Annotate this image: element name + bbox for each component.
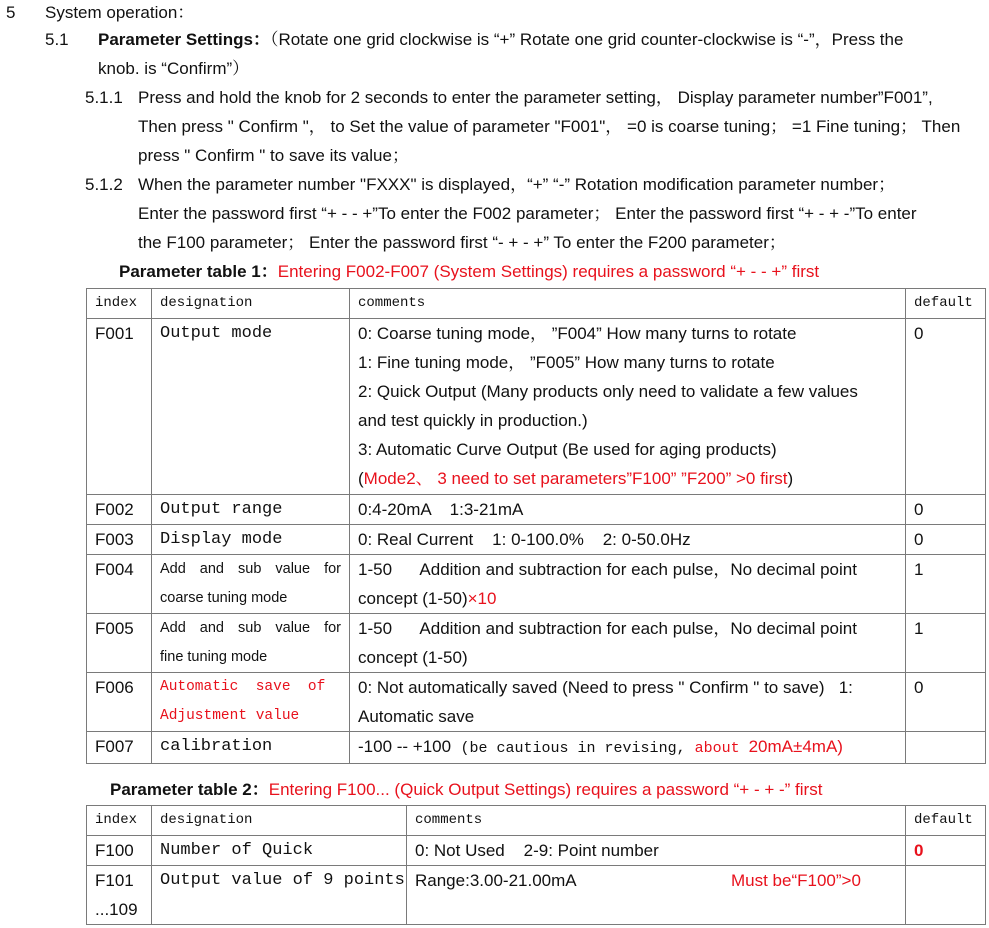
table-row — [87, 319, 986, 495]
header-comments: comments — [407, 806, 906, 836]
item-512-line: Enter the password first “+ - - +”To enter the F002 parameter； Enter the password first “+ - + -”To enter — [138, 204, 917, 223]
table-row — [87, 866, 986, 925]
parameter-table-2 — [86, 805, 986, 925]
table-row — [87, 555, 986, 614]
header-comments: comments — [350, 289, 906, 319]
cell-designation: Output value of 9 points — [152, 866, 407, 925]
index-line: ...109 — [95, 900, 138, 919]
table-row — [87, 732, 986, 764]
comment-line: Automatic save — [358, 707, 475, 726]
cell-index: F003 — [87, 525, 152, 555]
cell-index: F006 — [87, 673, 152, 732]
comment-line: 0: Coarse tuning mode， ”F004” How many turns to rotate — [358, 324, 797, 343]
cell-comments — [350, 673, 906, 732]
comment-range: -100 -- +100 — [358, 737, 461, 756]
header-default: default — [906, 289, 986, 319]
header-index: index — [87, 806, 152, 836]
note-close: ) — [787, 469, 794, 488]
comment-line: 0: Not automatically saved (Need to press " Confirm " to save) 1: — [358, 678, 853, 697]
cell-comments — [350, 555, 906, 614]
cell-default: 1 — [906, 614, 986, 673]
designation-line: Add and sub value for — [160, 620, 341, 636]
cell-designation: Output mode — [152, 319, 350, 495]
cell-index: F100 — [87, 836, 152, 866]
header-index: index — [87, 289, 152, 319]
comment-note — [358, 464, 897, 493]
cell-index: F005 — [87, 614, 152, 673]
table2-caption-label: Parameter table 2： — [110, 780, 269, 799]
cell-designation: calibration — [152, 732, 350, 764]
cell-designation: Display mode — [152, 525, 350, 555]
cell-comments: 0:4-20mA 1:3-21mA — [350, 495, 906, 525]
comment-caution: (be cautious in revising, — [460, 740, 695, 757]
cell-comments: 0: Real Current 1: 0-100.0% 2: 0-50.0Hz — [350, 525, 906, 555]
comment-line — [358, 584, 897, 613]
cell-default: 0 — [906, 495, 986, 525]
comment-line: concept (1-50) — [358, 648, 468, 667]
header-designation: designation — [152, 806, 407, 836]
cell-designation — [152, 673, 350, 732]
note-red: Mode2、 3 need to set parameters”F100” ”F200” >0 first — [363, 469, 788, 488]
comment-multiplier: ×10 — [467, 589, 497, 608]
table-row — [87, 525, 986, 555]
item-511-line: Then press " Confirm "， to Set the value of parameter "F001"， =0 is coarse tuning； =1 Fine tuning； Then — [138, 117, 961, 136]
comment-line: 1: Fine tuning mode， ”F005” How many turns to rotate — [358, 353, 775, 372]
table2-caption-note: Entering F100... (Quick Output Settings) requires a password “+ - + -” first — [268, 780, 823, 799]
note-open: ( — [358, 469, 364, 488]
table1-caption — [119, 260, 819, 284]
table1-caption-label: Parameter table 1： — [119, 262, 278, 281]
subsection-line-1 — [98, 28, 903, 52]
header-designation: designation — [152, 289, 350, 319]
table-header-row — [87, 289, 986, 319]
comment-line: 1-50 Addition and subtraction for each pulse，No decimal point — [358, 560, 857, 579]
cell-designation: Output range — [152, 495, 350, 525]
designation-line: Adjustment value — [160, 708, 300, 724]
item-511-line: Press and hold the knob for 2 seconds to enter the parameter setting， Display parameter number”F001”, — [138, 88, 933, 107]
cell-comments — [350, 732, 906, 764]
table1-caption-note: Entering F002-F007 (System Settings) requires a password “+ - - +” first — [277, 262, 820, 281]
cell-designation — [152, 555, 350, 614]
item-512-line: When the parameter number "FXXX" is displayed，“+” “-” Rotation modification parameter number； — [138, 175, 896, 194]
subsection-text-1: （Rotate one grid clockwise is “+” Rotate one grid counter-clockwise is “-”，Press the — [269, 30, 904, 49]
table-row — [87, 495, 986, 525]
comment-line: 3: Automatic Curve Output (Be used for aging products) — [358, 440, 777, 459]
designation-line: Automatic save of — [160, 679, 326, 695]
cell-designation — [152, 614, 350, 673]
comment-tolerance: 20mA±4mA) — [748, 737, 843, 756]
cell-index: F002 — [87, 495, 152, 525]
cell-default — [906, 866, 986, 925]
cell-index: F004 — [87, 555, 152, 614]
table-row — [87, 836, 986, 866]
section-title: System operation： — [45, 3, 195, 22]
table-header-row — [87, 806, 986, 836]
item-511-number: 5.1.1 — [85, 88, 123, 107]
cell-comments — [407, 866, 906, 925]
item-511-line: press " Confirm " to save its value； — [138, 146, 409, 165]
cell-default: 0 — [906, 525, 986, 555]
cell-default: 1 — [906, 555, 986, 614]
cell-comments — [350, 319, 906, 495]
cell-default — [906, 732, 986, 764]
cell-index — [87, 866, 152, 925]
table-row — [87, 614, 986, 673]
comment-line: and test quickly in production.) — [358, 411, 588, 430]
cell-index: F007 — [87, 732, 152, 764]
cell-comments — [350, 614, 906, 673]
comment-range: Range:3.00-21.00mA — [415, 871, 577, 890]
comment-about: about — [694, 740, 749, 757]
item-512-number: 5.1.2 — [85, 175, 123, 194]
cell-designation: Number of Quick — [152, 836, 407, 866]
designation-line: fine tuning mode — [160, 649, 268, 665]
comment-line: 1-50 Addition and subtraction for each pulse，No decimal point — [358, 619, 857, 638]
designation-line: coarse tuning mode — [160, 590, 288, 606]
subsection-text-2: knob. is “Confirm”） — [98, 59, 250, 78]
comment-line: 2: Quick Output (Many products only need to validate a few values — [358, 382, 858, 401]
cell-comments: 0: Not Used 2-9: Point number — [407, 836, 906, 866]
parameter-table-1 — [86, 288, 986, 764]
index-line: F101 — [95, 871, 134, 890]
comment-requirement: Must be“F100”>0 — [731, 871, 861, 890]
table-row — [87, 673, 986, 732]
table2-caption — [110, 778, 822, 802]
cell-index: F001 — [87, 319, 152, 495]
header-default: default — [906, 806, 986, 836]
item-512-line: the F100 parameter； Enter the password first “- + - +” To enter the F200 parameter； — [138, 233, 786, 252]
cell-default: 0 — [906, 673, 986, 732]
cell-default: 0 — [906, 319, 986, 495]
designation-line: Add and sub value for — [160, 561, 341, 577]
section-number: 5 — [6, 3, 16, 22]
cell-default: 0 — [906, 836, 986, 866]
subsection-title: Parameter Settings： — [98, 30, 270, 49]
subsection-number: 5.1 — [45, 30, 69, 49]
comment-text: concept (1-50) — [358, 589, 468, 608]
